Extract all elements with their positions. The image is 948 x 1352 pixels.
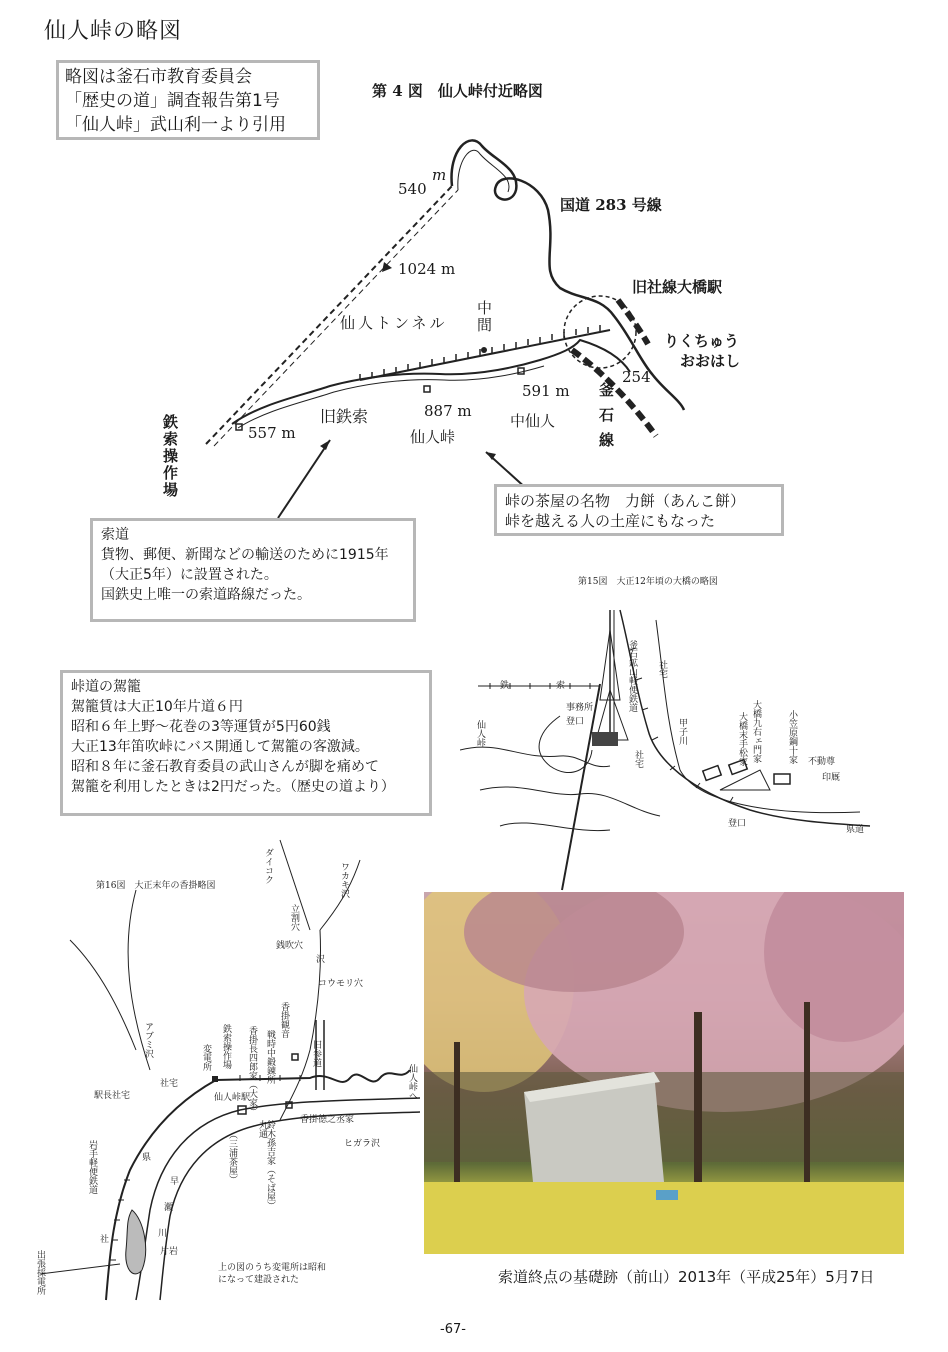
page-title: 仙人峠の略図 bbox=[44, 19, 183, 44]
fig16-abumi: アブミ沢 bbox=[143, 1022, 153, 1058]
kago-note-line: 昭和６年上野～花巻の3等運賃が5円60銭 bbox=[71, 719, 331, 735]
fig15-koshigawa: 甲子川 bbox=[677, 718, 687, 745]
fig4-elev-1024: 1024 m bbox=[398, 260, 456, 278]
page-number: -67- bbox=[440, 1322, 466, 1337]
fig15-prefectural-road: 県道 bbox=[846, 825, 865, 835]
fig15-fudoson: 不動尊 bbox=[808, 757, 836, 767]
kago-note-line: 駕籠賃は大正10年片道６円 bbox=[71, 699, 243, 715]
photo-pointer bbox=[540, 680, 620, 900]
fig16-substation: 変電所 bbox=[201, 1044, 211, 1071]
fig15-kamaishi-mine-rail: 釜石鉱山軽便鉄道 bbox=[627, 640, 637, 712]
photo-scene bbox=[424, 892, 904, 1254]
fig15-map bbox=[460, 590, 880, 860]
fig16-kawa: 川 bbox=[158, 1229, 168, 1239]
fig4-elev-887: 887 m bbox=[424, 402, 472, 420]
fig16-koumori: コウモリ穴 bbox=[318, 979, 364, 989]
fig4-title: 第 4 図 仙人峠付近略図 bbox=[372, 82, 543, 100]
cableway-note-line: （大正5年）に設置された。 bbox=[101, 567, 278, 583]
fig16-kogake-tokunojo: 香掛徳之丞家 bbox=[300, 1115, 355, 1125]
fig4-old-station: 旧社線大橋駅 bbox=[632, 278, 723, 296]
fig4-rikuchu: りくちゅう bbox=[664, 332, 740, 350]
fig15-tetsu: 鉄 bbox=[500, 681, 510, 691]
fig16-map bbox=[40, 830, 430, 1310]
fig16-zenibuki: 銭吹穴 bbox=[276, 941, 304, 951]
fig15-injo: 印厩 bbox=[822, 773, 841, 783]
fig4-tunnel: 仙人トンネル bbox=[340, 314, 448, 332]
fig16-note: 上の図のうち変電所は昭和になって建設された bbox=[218, 1263, 327, 1285]
fig4-unit-m: m bbox=[432, 166, 447, 184]
fig4-elev-557: 557 m bbox=[248, 424, 296, 442]
fig15-ohashi-kuemon: 大橋九右ェ門家 bbox=[751, 700, 761, 763]
fig15-sennin-pass: 仙人峠 bbox=[475, 720, 485, 747]
kago-note-line: 大正13年笛吹峠にバス開通して駕籠の客激減。 bbox=[71, 739, 369, 755]
source-note-line: 「仙人峠」武山利一より引用 bbox=[65, 115, 286, 135]
source-note-line: 略図は釜石市教育委員会 bbox=[65, 67, 252, 87]
fig16-outpost: 出張採電所 bbox=[35, 1250, 45, 1295]
fig15-jimusho: 事務所 bbox=[566, 703, 594, 713]
kago-note-box bbox=[60, 670, 432, 816]
fig4-route283: 国道 283 号線 bbox=[560, 196, 662, 214]
foundation-photo bbox=[424, 892, 904, 1254]
fig16-se: 瀬 bbox=[164, 1203, 174, 1213]
fig16-higara: ヒガラ沢 bbox=[344, 1139, 381, 1149]
fig15-tozanguchi2: 登口 bbox=[728, 819, 747, 829]
fig16-sha: 社 bbox=[100, 1235, 110, 1245]
fig16-station-house: 駅長社宅 bbox=[94, 1091, 131, 1101]
fig4-sennin-pass: 仙人峠 bbox=[410, 428, 456, 446]
fig4-old-cableway: 旧鉄索 bbox=[320, 407, 369, 426]
kago-note-line: 峠道の駕籠 bbox=[71, 679, 141, 695]
cableway-note-line: 索道 bbox=[101, 527, 129, 543]
fig15-ogasawara: 小笠原鋼十家 bbox=[787, 710, 797, 764]
fig15-ohashi-matsu: 大橋末手松家 bbox=[737, 712, 747, 766]
fig16-kogake-kannon: 香掛観音 bbox=[279, 1002, 289, 1038]
fig16-senji-temple: 戦時中鍛錬所 bbox=[265, 1030, 275, 1084]
photo-caption: 索道終点の基礎跡（前山）2013年（平成25年）5月7日 bbox=[498, 1268, 875, 1286]
fig16-suzuki-house: 鈴木孫吉家（そば屋） bbox=[265, 1120, 275, 1210]
fig16-shataku: 社宅 bbox=[160, 1079, 179, 1089]
fig4-nakama: 中間 bbox=[475, 300, 493, 334]
fig16-sawa: 沢 bbox=[316, 955, 326, 965]
fig16-katagishi: 片岩 bbox=[160, 1247, 179, 1257]
fig16-daikoku: ダイコク bbox=[263, 848, 273, 884]
fig15-shataku: 社宅 bbox=[633, 750, 643, 768]
fig4-cable-yard: 鉄索操作場 bbox=[161, 414, 179, 499]
fig16-teahouse: （三浦茶屋） bbox=[227, 1130, 237, 1184]
cableway-note-line: 国鉄史上唯一の索道路線だった。 bbox=[101, 587, 311, 603]
cableway-note-box bbox=[90, 518, 416, 622]
fig16-wakaki: ワカキ沢 bbox=[339, 862, 349, 898]
fig15-saku: 索 bbox=[556, 681, 566, 691]
source-note-line: 「歴史の道」調査報告第1号 bbox=[65, 91, 280, 111]
fig15-tozanguchi: 登口 bbox=[566, 717, 585, 727]
cableway-note-line: 貨物、郵便、新聞などの輸送のために1915年 bbox=[101, 547, 389, 563]
fig4-nakasennin: 中仙人 bbox=[510, 412, 556, 430]
fig4-ohashi: おおはし bbox=[680, 352, 741, 370]
teahouse-note-box bbox=[494, 484, 784, 536]
fig16-cable-yard: 鉄索操作場 bbox=[221, 1024, 231, 1069]
kago-note-line: 昭和８年に釜石教育委員の武山さんが脚を痛めて bbox=[71, 759, 379, 775]
fig15-shataku: 社宅 bbox=[657, 660, 667, 678]
fig16-haya: 早 bbox=[170, 1177, 180, 1187]
fig4-elev-540: 540 bbox=[398, 180, 427, 198]
fig16-maruka: 丸通 bbox=[257, 1120, 267, 1138]
fig16-to-pass: 仙人峠へ bbox=[407, 1064, 417, 1100]
fig4-elev-254: 254 bbox=[622, 368, 651, 386]
fig16-tachiwari: 立割穴 bbox=[289, 904, 299, 931]
fig16-title: 第16図 大正末年の香掛略図 bbox=[96, 881, 216, 891]
fig15-title: 第15図 大正12年頃の大橋の略図 bbox=[578, 577, 718, 587]
kago-note-line: 駕籠を利用したときは2円だった。（歴史の道より） bbox=[71, 779, 395, 795]
fig16-sennin-station: 仙人峠駅 bbox=[214, 1093, 251, 1103]
fig16-prefecture: 県 bbox=[142, 1153, 152, 1163]
teahouse-note-line: 峠の茶屋の名物 力餅（あんこ餅） bbox=[505, 492, 746, 510]
fig16-old-road: 旧参道 bbox=[311, 1040, 321, 1067]
fig16-kogake-shiro: 香掛長四郎家（大家） bbox=[247, 1026, 257, 1116]
fig4-kamaishi-line: 釜石線 bbox=[597, 382, 615, 457]
fig4-elev-591: 591 m bbox=[522, 382, 570, 400]
fig16-iwate-rail: 岩手軽便鉄道 bbox=[87, 1140, 97, 1194]
teahouse-note-line: 峠を越える人の土産にもなった bbox=[505, 512, 716, 530]
